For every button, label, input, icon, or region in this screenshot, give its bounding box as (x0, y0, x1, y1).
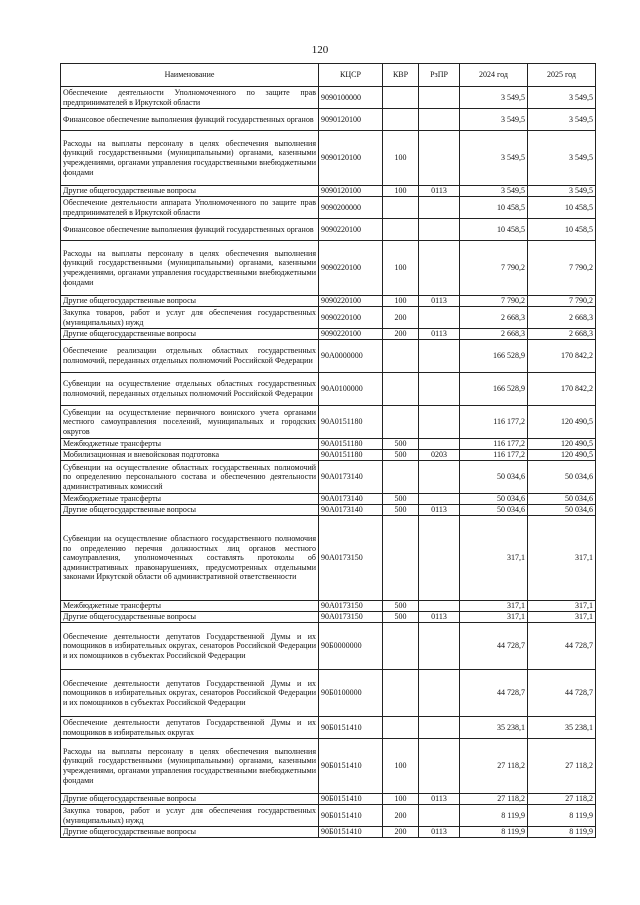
row-kcsr: 90Б0151410 (319, 794, 383, 805)
row-kvr: 100 (383, 186, 419, 197)
table-row (61, 307, 596, 329)
row-kvr: 200 (383, 827, 419, 838)
row-2025: 44 728,7 (528, 623, 596, 670)
table-row (61, 805, 596, 827)
row-2025: 50 034,6 (528, 505, 596, 516)
row-2025: 3 549,5 (528, 131, 596, 186)
row-name: Обеспечение деятельности депутатов Государственной Думы и их помощников в избирательных округах (61, 717, 319, 739)
row-kcsr: 9090100000 (319, 87, 383, 109)
row-2024: 3 549,5 (460, 186, 528, 197)
row-2024: 3 549,5 (460, 109, 528, 131)
row-2024: 10 458,5 (460, 197, 528, 219)
row-kvr (383, 516, 419, 601)
row-2025: 170 842,2 (528, 340, 596, 373)
row-2025: 120 490,5 (528, 406, 596, 439)
row-rzpr (419, 717, 460, 739)
table-row (61, 109, 596, 131)
header-row (61, 64, 596, 87)
row-kvr (383, 717, 419, 739)
row-name: Финансовое обеспечение выполнения функций государственных органов (61, 219, 319, 241)
row-rzpr (419, 494, 460, 505)
row-kvr: 500 (383, 612, 419, 623)
row-kcsr: 9090120100 (319, 131, 383, 186)
row-2025: 3 549,5 (528, 109, 596, 131)
row-name: Другие общегосударственные вопросы (61, 296, 319, 307)
row-name: Обеспечение деятельности аппарата Уполномоченного по защите прав предпринимателей в Иркутской области (61, 197, 319, 219)
row-kcsr: 90А0000000 (319, 340, 383, 373)
table-row (61, 131, 596, 186)
table-row (61, 794, 596, 805)
row-name: Межбюджетные трансферты (61, 601, 319, 612)
table-row (61, 717, 596, 739)
row-2024: 27 118,2 (460, 794, 528, 805)
row-2024: 116 177,2 (460, 406, 528, 439)
row-kcsr: 90А0151180 (319, 450, 383, 461)
row-kcsr: 90А0173140 (319, 494, 383, 505)
row-kcsr: 9090220100 (319, 307, 383, 329)
table-row (61, 623, 596, 670)
row-name: Обеспечение реализации отдельных областных государственных полномочий, переданных отдельных полномочий Российской Федерации (61, 340, 319, 373)
row-2024: 50 034,6 (460, 461, 528, 494)
row-rzpr (419, 406, 460, 439)
table-header (61, 64, 596, 87)
row-2024: 44 728,7 (460, 623, 528, 670)
row-kvr: 100 (383, 241, 419, 296)
row-2024: 3 549,5 (460, 87, 528, 109)
row-2024: 166 528,9 (460, 373, 528, 406)
row-rzpr (419, 241, 460, 296)
row-rzpr: 0113 (419, 505, 460, 516)
row-kcsr: 90А0173150 (319, 612, 383, 623)
row-2025: 3 549,5 (528, 186, 596, 197)
header-2024: 2024 год (460, 64, 528, 87)
row-rzpr (419, 373, 460, 406)
row-rzpr: 0113 (419, 329, 460, 340)
row-name: Межбюджетные трансферты (61, 494, 319, 505)
row-rzpr (419, 109, 460, 131)
row-name: Другие общегосударственные вопросы (61, 329, 319, 340)
row-rzpr: 0113 (419, 827, 460, 838)
row-2025: 27 118,2 (528, 794, 596, 805)
row-rzpr (419, 340, 460, 373)
row-rzpr: 0203 (419, 450, 460, 461)
row-name: Другие общегосударственные вопросы (61, 186, 319, 197)
row-rzpr (419, 461, 460, 494)
row-2024: 317,1 (460, 601, 528, 612)
row-2024: 10 458,5 (460, 219, 528, 241)
row-rzpr (419, 739, 460, 794)
row-kvr: 100 (383, 131, 419, 186)
table-row (61, 516, 596, 601)
row-kvr (383, 461, 419, 494)
row-kcsr: 90Б0000000 (319, 623, 383, 670)
row-name: Закупка товаров, работ и услуг для обеспечения государственных (муниципальных) нужд (61, 805, 319, 827)
row-rzpr (419, 197, 460, 219)
row-2025: 10 458,5 (528, 219, 596, 241)
row-2025: 120 490,5 (528, 450, 596, 461)
row-rzpr: 0113 (419, 612, 460, 623)
row-name: Другие общегосударственные вопросы (61, 612, 319, 623)
row-name: Расходы на выплаты персоналу в целях обеспечения выполнения функций государственными (муниципальными) органами, казенными учреждениями, органами управления государственными внебюджетными фондами (61, 241, 319, 296)
row-name: Финансовое обеспечение выполнения функций государственных органов (61, 109, 319, 131)
row-2025: 44 728,7 (528, 670, 596, 717)
row-kcsr: 9090120100 (319, 109, 383, 131)
row-kcsr: 90Б0100000 (319, 670, 383, 717)
row-name: Расходы на выплаты персоналу в целях обеспечения выполнения функций государственными (муниципальными) органами, казенными учреждениями, органами управления государственными внебюджетными фондами (61, 739, 319, 794)
row-kvr (383, 623, 419, 670)
row-2024: 317,1 (460, 516, 528, 601)
row-2024: 116 177,2 (460, 439, 528, 450)
row-name: Обеспечение деятельности депутатов Государственной Думы и их помощников в избирательных округах, сенаторов Российской Федерации и их помощников в субъектах Российской Федерации (61, 623, 319, 670)
row-kvr (383, 670, 419, 717)
table-row (61, 87, 596, 109)
row-2025: 7 790,2 (528, 296, 596, 307)
row-name: Мобилизационная и вневойсковая подготовка (61, 450, 319, 461)
row-name: Другие общегосударственные вопросы (61, 827, 319, 838)
row-kvr (383, 197, 419, 219)
row-kvr: 500 (383, 450, 419, 461)
table-row (61, 461, 596, 494)
row-name: Субвенции на осуществление отдельных областных государственных полномочий, переданных отдельных полномочий Российской Федерации (61, 373, 319, 406)
table-row (61, 197, 596, 219)
table-row (61, 439, 596, 450)
row-name: Субвенции на осуществление областных государственных полномочий по определению персонального состава и обеспечению деятельности административных комиссий (61, 461, 319, 494)
row-kcsr: 90А0173140 (319, 505, 383, 516)
row-rzpr (419, 601, 460, 612)
row-rzpr: 0113 (419, 794, 460, 805)
row-rzpr (419, 87, 460, 109)
table-row (61, 827, 596, 838)
budget-table (60, 63, 596, 838)
page-number: 120 (311, 44, 329, 56)
row-kcsr: 90Б0151410 (319, 827, 383, 838)
row-kvr: 200 (383, 329, 419, 340)
row-2024: 50 034,6 (460, 505, 528, 516)
row-2024: 317,1 (460, 612, 528, 623)
row-name: Субвенции на осуществление первичного воинского учета органами местного самоуправления поселений, муниципальных и городских округов (61, 406, 319, 439)
row-kvr: 200 (383, 805, 419, 827)
row-kcsr: 9090220100 (319, 241, 383, 296)
row-name: Другие общегосударственные вопросы (61, 794, 319, 805)
row-kvr: 500 (383, 601, 419, 612)
header-2025: 2025 год (528, 64, 596, 87)
row-2025: 7 790,2 (528, 241, 596, 296)
row-2025: 50 034,6 (528, 461, 596, 494)
row-name: Обеспечение деятельности Уполномоченного по защите прав предпринимателей в Иркутской области (61, 87, 319, 109)
row-kvr: 500 (383, 439, 419, 450)
row-kcsr: 90Б0151410 (319, 717, 383, 739)
row-rzpr: 0113 (419, 296, 460, 307)
row-rzpr (419, 439, 460, 450)
header-kvr: КВР (383, 64, 419, 87)
row-kcsr: 90А0151180 (319, 406, 383, 439)
row-kcsr: 9090220100 (319, 296, 383, 307)
row-2025: 2 668,3 (528, 307, 596, 329)
row-2025: 317,1 (528, 516, 596, 601)
row-2025: 3 549,5 (528, 87, 596, 109)
header-rzpr: РзПР (419, 64, 460, 87)
row-2025: 50 034,6 (528, 494, 596, 505)
row-2025: 8 119,9 (528, 827, 596, 838)
table-body (61, 87, 596, 838)
row-kcsr: 9090220100 (319, 329, 383, 340)
row-name: Обеспечение деятельности депутатов Государственной Думы и их помощников в избирательных округах, сенаторов Российской Федерации и их помощников в субъектах Российской Федерации (61, 670, 319, 717)
row-2024: 116 177,2 (460, 450, 528, 461)
table-row (61, 601, 596, 612)
table-row (61, 329, 596, 340)
table-row (61, 219, 596, 241)
table-row (61, 739, 596, 794)
row-rzpr (419, 805, 460, 827)
row-rzpr (419, 131, 460, 186)
table-row (61, 612, 596, 623)
row-2025: 170 842,2 (528, 373, 596, 406)
row-rzpr (419, 307, 460, 329)
row-2024: 7 790,2 (460, 241, 528, 296)
table-row (61, 186, 596, 197)
table-row (61, 241, 596, 296)
row-name: Другие общегосударственные вопросы (61, 505, 319, 516)
table-row (61, 494, 596, 505)
table-row (61, 670, 596, 717)
row-kcsr: 90А0173150 (319, 516, 383, 601)
row-rzpr (419, 219, 460, 241)
row-kvr: 500 (383, 505, 419, 516)
row-2024: 35 238,1 (460, 717, 528, 739)
row-kvr (383, 406, 419, 439)
row-rzpr: 0113 (419, 186, 460, 197)
row-kcsr: 90А0173150 (319, 601, 383, 612)
row-name: Межбюджетные трансферты (61, 439, 319, 450)
row-kcsr: 9090120100 (319, 186, 383, 197)
row-2025: 8 119,9 (528, 805, 596, 827)
row-2025: 10 458,5 (528, 197, 596, 219)
row-2025: 120 490,5 (528, 439, 596, 450)
row-kvr: 100 (383, 794, 419, 805)
row-kcsr: 90Б0151410 (319, 805, 383, 827)
row-2024: 8 119,9 (460, 805, 528, 827)
row-2025: 27 118,2 (528, 739, 596, 794)
header-kcsr: КЦСР (319, 64, 383, 87)
row-2024: 27 118,2 (460, 739, 528, 794)
row-kvr: 100 (383, 296, 419, 307)
row-2024: 3 549,5 (460, 131, 528, 186)
row-name: Расходы на выплаты персоналу в целях обеспечения выполнения функций государственными (муниципальными) органами, казенными учреждениями, органами управления государственными внебюджетными фондами (61, 131, 319, 186)
row-name: Субвенции на осуществление областного государственного полномочия по определению перечня должностных лиц органов местного самоуправления, уполномоченных составлять протоколы об административных правонарушениях, предусмотренных отдельными законами Иркутской области об административной ответственности (61, 516, 319, 601)
row-kvr (383, 87, 419, 109)
row-kcsr: 90А0100000 (319, 373, 383, 406)
row-2024: 8 119,9 (460, 827, 528, 838)
table-row (61, 406, 596, 439)
row-kvr: 200 (383, 307, 419, 329)
table-row (61, 340, 596, 373)
row-kvr: 500 (383, 494, 419, 505)
row-kvr (383, 373, 419, 406)
row-kcsr: 90А0151180 (319, 439, 383, 450)
row-2025: 35 238,1 (528, 717, 596, 739)
table-row (61, 373, 596, 406)
table-row (61, 296, 596, 307)
row-2024: 166 528,9 (460, 340, 528, 373)
row-2025: 2 668,3 (528, 329, 596, 340)
row-kcsr: 9090220100 (319, 219, 383, 241)
row-kvr (383, 340, 419, 373)
row-kvr: 100 (383, 739, 419, 794)
row-kvr (383, 219, 419, 241)
header-name: Наименование (61, 64, 319, 87)
row-2024: 50 034,6 (460, 494, 528, 505)
row-kcsr: 9090200000 (319, 197, 383, 219)
row-2025: 317,1 (528, 612, 596, 623)
row-rzpr (419, 623, 460, 670)
table-row (61, 450, 596, 461)
row-2025: 317,1 (528, 601, 596, 612)
row-2024: 2 668,3 (460, 329, 528, 340)
row-name: Закупка товаров, работ и услуг для обеспечения государственных (муниципальных) нужд (61, 307, 319, 329)
row-rzpr (419, 516, 460, 601)
row-2024: 7 790,2 (460, 296, 528, 307)
row-kcsr: 90Б0151410 (319, 739, 383, 794)
row-kcsr: 90А0173140 (319, 461, 383, 494)
row-2024: 2 668,3 (460, 307, 528, 329)
row-rzpr (419, 670, 460, 717)
row-kvr (383, 109, 419, 131)
row-2024: 44 728,7 (460, 670, 528, 717)
table-row (61, 505, 596, 516)
